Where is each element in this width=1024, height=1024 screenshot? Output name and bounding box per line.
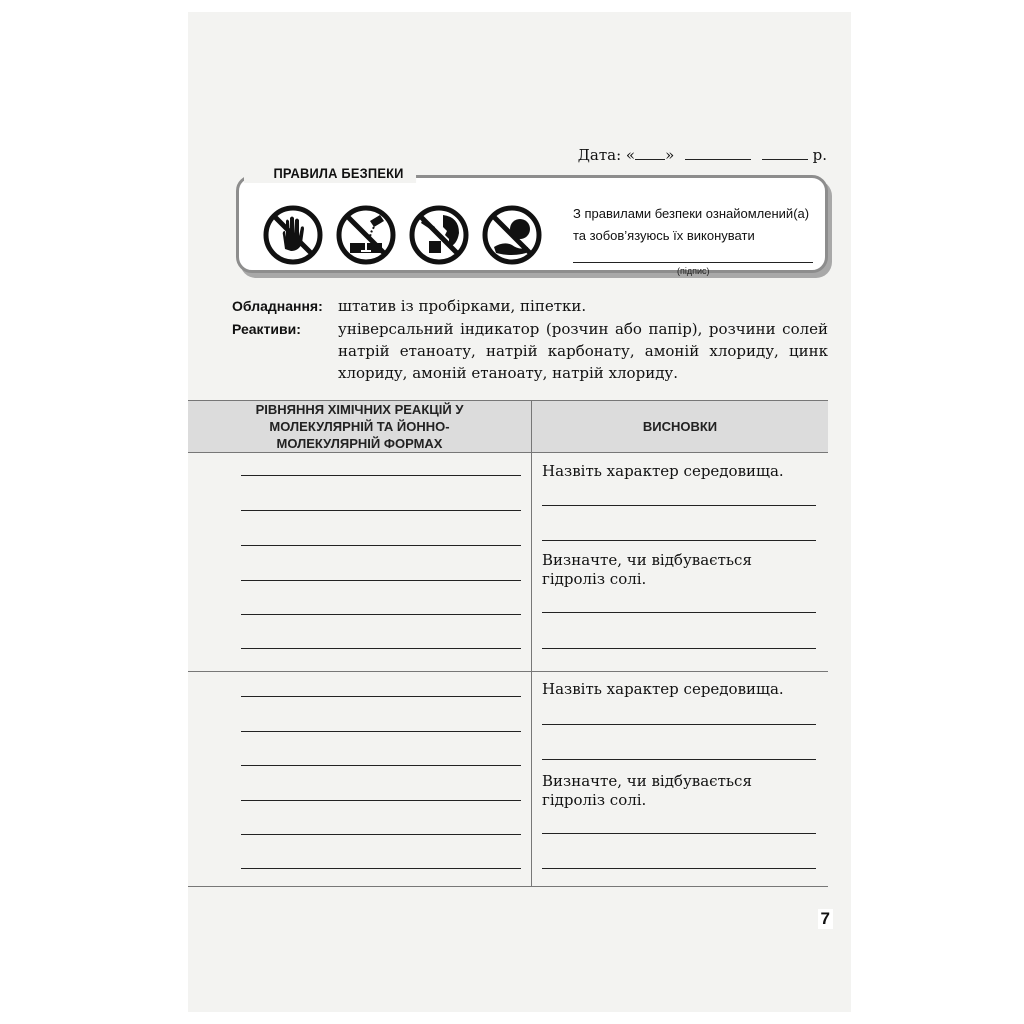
date-line [578,146,827,164]
answer-line[interactable] [241,580,521,581]
answer-line[interactable] [241,834,521,835]
no-touch-hand-icon [263,205,323,265]
answer-line[interactable] [241,545,521,546]
answer-line[interactable] [241,510,521,511]
table-row [188,453,828,672]
safety-text-line1: З правилами безпеки ознайомлений(а) [573,206,810,221]
answer-line[interactable] [241,731,521,732]
safety-rules-panel [232,163,836,283]
month-blank[interactable] [685,159,751,160]
header-conclusions: ВИСНОВКИ [532,401,829,453]
equations-cell [188,453,532,672]
safety-text-line2: та зобов’язуюсь їх виконувати [573,228,755,243]
answer-line[interactable] [241,868,521,869]
equations-cell [188,672,532,887]
answer-line[interactable] [542,505,816,506]
reagents-value: універсальний індикатор (розчин або папір), розчини солей натрій етаноату, натрій карбонату, амоній хлориду, цинк хлориду, амоній етаноату, натрій хлориду. [338,320,828,382]
conclusions-cell [532,453,829,672]
reagents-label: Реактиви: [232,321,301,337]
answer-line[interactable] [542,648,816,649]
header-equations-text: РІВНЯННЯ ХІМІЧНИХ РЕАКЦІЙ У МОЛЕКУЛЯРНІЙ ТА ЙОННО-МОЛЕКУЛЯРНІЙ ФОРМАХ [255,402,464,451]
equipment-value: штатив із пробірками, піпетки. [338,297,587,315]
answer-line[interactable] [542,759,816,760]
worksheet-page [188,12,851,1012]
answer-line[interactable] [241,475,521,476]
hydrolysis-prompt: Визначте, чи відбувається гідроліз солі. [542,551,752,588]
medium-prompt: Назвіть характер середовища. [542,680,784,698]
worksheet-table [188,400,828,887]
page-number: 7 [818,909,833,929]
safety-agreement-text [573,203,809,247]
answer-line[interactable] [241,614,521,615]
safety-icons [263,205,542,265]
table-header-row [188,401,828,453]
answer-line[interactable] [241,696,521,697]
table-row [188,672,828,887]
header-equations [188,401,532,453]
answer-line[interactable] [241,765,521,766]
answer-line[interactable] [542,724,816,725]
year-blank[interactable] [762,159,808,160]
date-label: Дата: [577,146,622,164]
no-taste-icon [409,205,469,265]
date-suffix: р. [812,146,827,164]
medium-prompt: Назвіть характер середовища. [542,462,784,480]
safety-rules-box [236,175,828,276]
date-open-quote: « [625,146,636,164]
answer-line[interactable] [241,800,521,801]
safety-rules-title: ПРАВИЛА БЕЗПЕКИ [244,163,416,183]
no-spill-icon [482,205,542,265]
conclusions-cell [532,672,829,887]
answer-line[interactable] [542,540,816,541]
equipment-label: Обладнання: [232,298,323,314]
day-blank[interactable] [635,159,665,160]
answer-line[interactable] [542,612,816,613]
signature-caption: (підпис) [677,266,710,276]
no-pour-into-sink-icon [336,205,396,265]
answer-line[interactable] [542,868,816,869]
signature-line[interactable] [573,262,813,263]
date-close-quote: » [665,146,675,164]
answer-line[interactable] [241,648,521,649]
answer-line[interactable] [542,833,816,834]
hydrolysis-prompt: Визначте, чи відбувається гідроліз солі. [542,772,752,809]
